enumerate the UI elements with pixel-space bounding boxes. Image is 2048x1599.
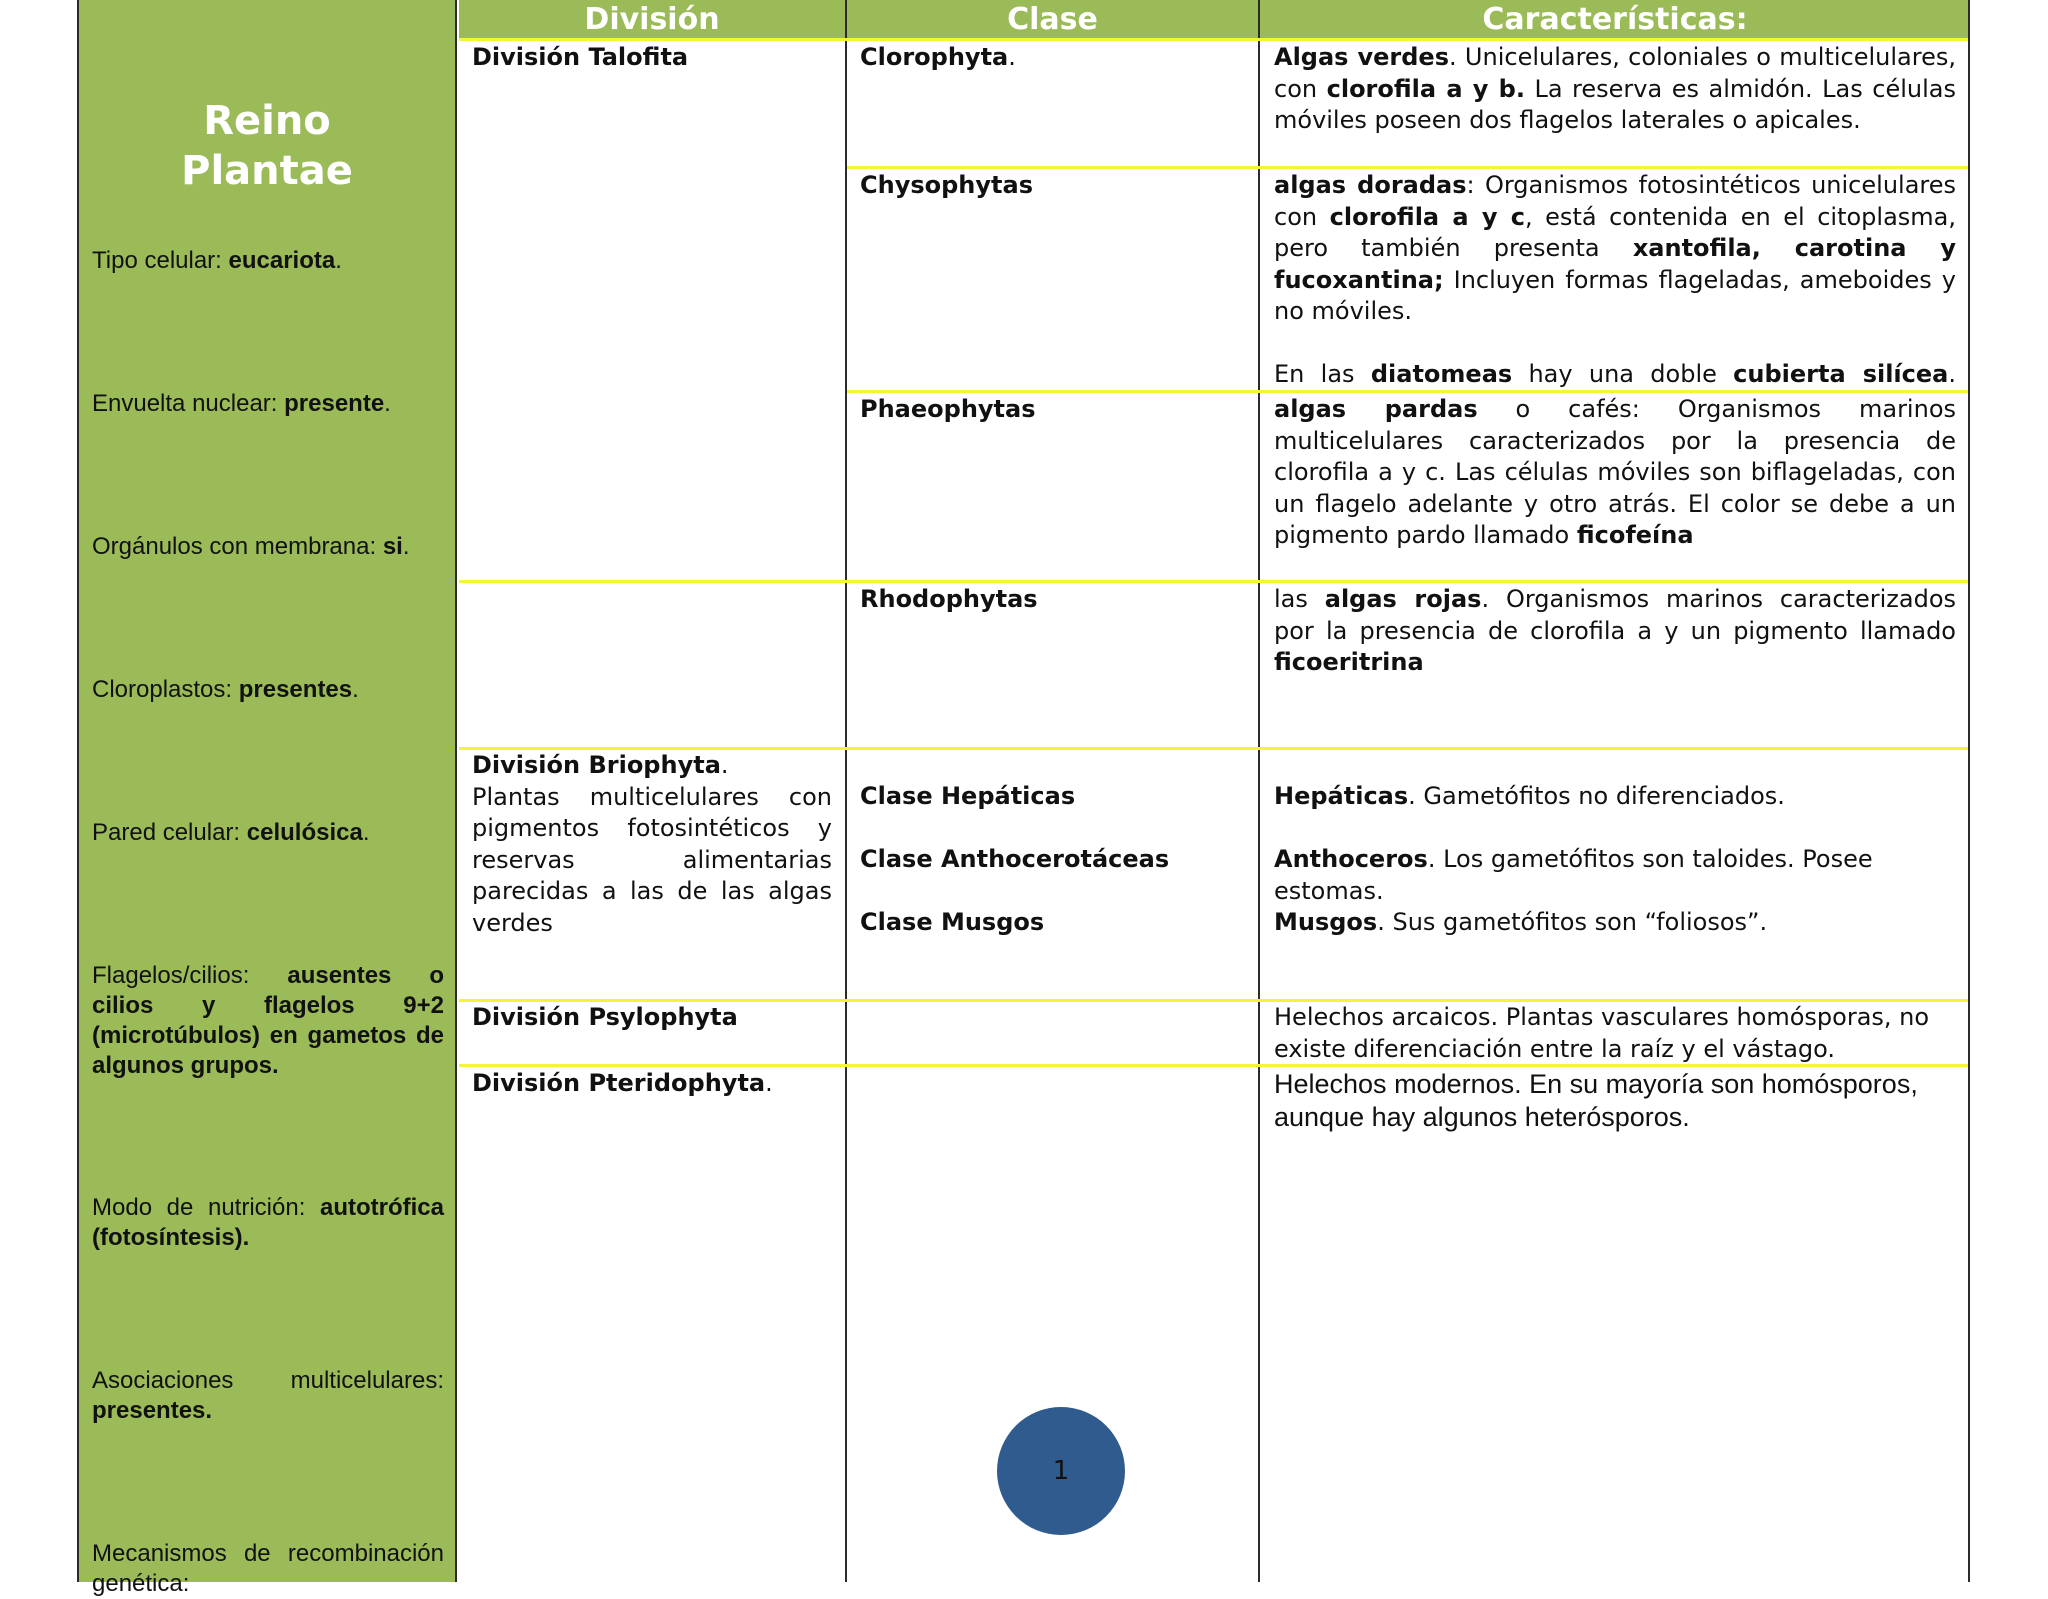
row-divider: [847, 390, 1968, 393]
division-talofita: División Talofita: [472, 43, 689, 71]
clase-clorophyta: Clorophyta.: [860, 43, 1016, 71]
header-caracteristicas: Características:: [1260, 0, 1970, 38]
clase-phaeophytas: Phaeophytas: [860, 395, 1036, 423]
clase-hepaticas: Clase Hepáticas: [860, 782, 1076, 810]
caracteristicas-musgos: Musgos. Sus gametófitos son “foliosos”.: [1274, 908, 1768, 936]
prop-cell-wall: Pared celular: celulósica.: [92, 819, 370, 846]
prop-flagella: Flagelos/cilios: ausentes o cilios y flagelos 9+2 (microtúbulos) en gametos de algunos grupos.: [92, 962, 444, 1079]
caracteristicas-hepaticas: Hepáticas. Gametófitos no diferenciados.: [1274, 782, 1785, 810]
row-divider: [847, 166, 1968, 169]
page-number-badge: 1: [997, 1407, 1125, 1535]
caracteristicas-clorophyta: Algas verdes. Unicelulares, coloniales o multicelulares, con clorofila a y b. La reserva es almidón. Las células móviles poseen dos flagelos laterales o apicales.: [1274, 43, 1956, 134]
column-divider: [845, 0, 847, 1582]
clase-anthocerotaceas: Clase Anthocerotáceas: [860, 845, 1170, 873]
clase-rhodophytas: Rhodophytas: [860, 585, 1038, 613]
division-briophyta: División Briophyta. Plantas multicelulares con pigmentos fotosintéticos y reservas alimentarias parecidas a las de las algas verdes: [472, 750, 832, 939]
caracteristicas-phaeophytas: algas pardas o cafés: Organismos marinos multicelulares caracterizados por la presencia de clorofila a y c. Las células móviles son biflageladas, con un flagelo adelante y otro atrás. El color se debe a un pigmento pardo llamado ficofeína: [1274, 395, 1957, 549]
caracteristicas-rhodophytas: las algas rojas. Organismos marinos caracterizados por la presencia de clorofila a y un pigmento llamado ficoeritrina: [1274, 585, 1957, 676]
diatomeas-note: En las diatomeas hay una doble cubierta silícea.: [1274, 359, 1956, 388]
prop-organelles: Orgánulos con membrana: si.: [92, 533, 410, 560]
kingdom-sidebar: [77, 0, 457, 1597]
kingdom-title: Reino Plantae: [181, 98, 353, 194]
header-clase: Clase: [847, 0, 1258, 38]
header-division: División: [459, 0, 845, 38]
column-divider: [1968, 0, 1970, 1582]
prop-nutrition: Modo de nutrición: autotrófica (fotosíntesis).: [92, 1194, 444, 1251]
prop-recombination: Mecanismos de recombinación genética:: [92, 1540, 444, 1597]
caracteristicas-anthoceros: Anthoceros. Los gametófitos son taloides. Posee estomas.: [1274, 845, 1873, 905]
prop-chloroplasts: Cloroplastos: presentes.: [92, 676, 359, 703]
prop-nuclear-envelope: Envuelta nuclear: presente.: [92, 390, 391, 417]
prop-cell-type: Tipo celular: eucariota.: [92, 247, 342, 274]
column-divider: [1258, 0, 1260, 1582]
division-pteridophyta: División Pteridophyta.: [472, 1069, 773, 1097]
clase-musgos: Clase Musgos: [860, 908, 1045, 936]
row-divider: [459, 38, 1968, 41]
caracteristicas-chysophytas: algas doradas: Organismos fotosintéticos unicelulares con clorofila a y c, está contenida en el citoplasma, pero también presenta xantofila, carotina y fucoxantina; Incluyen formas flageladas, ameboides y no móviles. En las diatomeas hay una doble cubierta silícea.: [1274, 170, 1956, 390]
clase-chysophytas: Chysophytas: [860, 171, 1033, 199]
briophyta-description: Plantas multicelulares con pigmentos fotosintéticos y reservas alimentarias parecidas a las de las algas verdes: [472, 782, 832, 937]
row-divider: [459, 580, 1968, 583]
caracteristicas-psylophyta: Helechos arcaicos. Plantas vasculares homósporas, no existe diferenciación entre la raíz y el vástago.: [1274, 1003, 1930, 1063]
division-psylophyta: División Psylophyta: [472, 1003, 738, 1031]
prop-multicellular: Asociaciones multicelulares: presentes.: [92, 1367, 444, 1424]
caracteristicas-pteridophyta: Helechos modernos. En su mayoría son homósporos, aunque hay algunos heterósporos.: [1274, 1069, 1918, 1132]
